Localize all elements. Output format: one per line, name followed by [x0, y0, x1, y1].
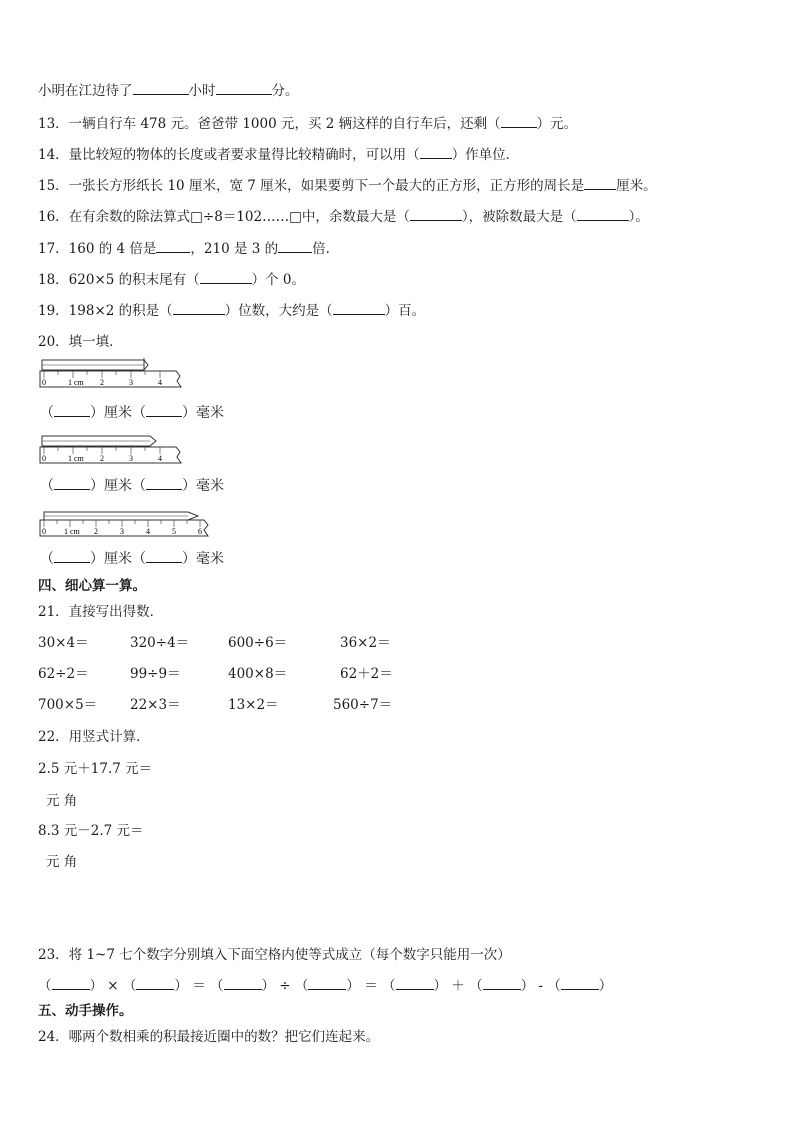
question-13: 13．一辆自行车 478 元。爸爸带 1000 元，买 2 辆这样的自行车后，还剩（ ）元。 [38, 116, 578, 132]
question-22-unit-2: 元 角 [46, 854, 78, 870]
blank[interactable] [156, 240, 190, 253]
calc-item: 22×3＝ [130, 697, 181, 713]
ruler-answer-2: （ ）厘米（ ）毫米 [40, 478, 224, 494]
blank[interactable] [133, 82, 189, 95]
ruler-label-1cm: 1 cm [68, 378, 84, 387]
blank[interactable] [396, 977, 434, 990]
ruler-label-4: 4 [146, 527, 150, 536]
blank[interactable] [308, 977, 346, 990]
question-14: 14．量比较短的物体的长度或者要求量得比较精确时，可以用（ ）作单位． [38, 147, 520, 163]
ruler-label-1cm: 1 cm [68, 454, 84, 463]
blank[interactable] [577, 208, 629, 221]
blank[interactable] [278, 240, 312, 253]
calc-item: 13×2＝ [228, 697, 279, 713]
question-21-title: 21．直接写出得数． [38, 604, 164, 620]
ruler-label-3: 3 [129, 378, 133, 387]
calc-item: 600÷6＝ [228, 635, 288, 651]
calc-item: 62÷2＝ [38, 666, 89, 682]
blank[interactable] [216, 82, 272, 95]
blank[interactable] [420, 146, 452, 159]
blank[interactable] [410, 208, 462, 221]
blank[interactable] [173, 302, 225, 315]
blank[interactable] [136, 977, 174, 990]
question-23-equation: （ ） × （ ） ＝ （ ） ÷ （ ） ＝ （ ） ＋ （ ） - （ ） [38, 978, 613, 994]
calc-item: 700×5＝ [38, 697, 98, 713]
section-4-heading: 四、细心算一算。 [38, 578, 146, 594]
blank[interactable] [224, 977, 262, 990]
blank[interactable] [200, 271, 252, 284]
question-20-title: 20．填一填． [38, 334, 123, 350]
question-17: 17．160 的 4 倍是 ，210 是 3 的 倍． [38, 241, 340, 257]
ruler-image-2 [38, 432, 184, 468]
calc-item: 400×8＝ [228, 666, 288, 682]
ruler-label-4: 4 [158, 378, 162, 387]
section-5-heading: 五、动手操作。 [38, 1003, 133, 1019]
ruler-label-5: 5 [172, 527, 176, 536]
question-16: 16．在有余数的除法算式□÷8＝102……□中，余数最大是（ ），被除数最大是（ ）。 [38, 209, 649, 225]
question-19: 19．198×2 的积是（ ）位数，大约是（ ）百。 [38, 303, 426, 319]
question-22-expr-1: 2.5 元＋17.7 元＝ [38, 761, 153, 777]
ruler-label-0: 0 [42, 527, 46, 536]
blank[interactable] [52, 977, 90, 990]
calc-item: 560÷7＝ [333, 697, 393, 713]
blank-mm[interactable] [146, 550, 182, 563]
blank[interactable] [584, 177, 616, 190]
question-12-tail: 小明在江边待了 小时 分。 [38, 83, 299, 99]
ruler-label-4: 4 [158, 454, 162, 463]
calc-item: 62＋2＝ [340, 666, 393, 682]
question-24-title: 24．哪两个数相乘的积最接近圈中的数？把它们连起来。 [38, 1029, 380, 1045]
blank[interactable] [501, 115, 537, 128]
ruler-label-6: 6 [198, 527, 202, 536]
blank-cm[interactable] [54, 477, 90, 490]
blank-mm[interactable] [146, 404, 182, 417]
question-23-title: 23．将 1~7 七个数字分别填入下面空格内使等式成立（每个数字只能用一次） [38, 947, 511, 963]
blank[interactable] [483, 977, 521, 990]
ruler-label-2: 2 [94, 527, 98, 536]
ruler-label-3: 3 [120, 527, 124, 536]
question-22-title: 22．用竖式计算． [38, 729, 150, 745]
question-18: 18．620×5 的积末尾有（ ）个 0。 [38, 272, 306, 288]
blank-cm[interactable] [54, 404, 90, 417]
question-15: 15．一张长方形纸长 10 厘米，宽 7 厘米，如果要剪下一个最大的正方形，正方形的周长是 厘米。 [38, 178, 657, 194]
calc-item: 36×2＝ [340, 635, 391, 651]
ruler-answer-1: （ ）厘米（ ）毫米 [40, 405, 224, 421]
blank-cm[interactable] [54, 550, 90, 563]
calc-item: 99÷9＝ [130, 666, 181, 682]
ruler-label-3: 3 [129, 454, 133, 463]
ruler-label-2: 2 [100, 454, 104, 463]
ruler-label-2: 2 [100, 378, 104, 387]
blank[interactable] [333, 302, 385, 315]
blank[interactable] [561, 977, 599, 990]
ruler-label-0: 0 [42, 378, 46, 387]
question-22-expr-2: 8.3 元－2.7 元＝ [38, 823, 144, 839]
ruler-label-1cm: 1 cm [64, 527, 80, 536]
ruler-answer-3: （ ）厘米（ ）毫米 [40, 551, 224, 567]
blank-mm[interactable] [146, 477, 182, 490]
calc-item: 320÷4＝ [130, 635, 190, 651]
question-22-unit-1: 元 角 [46, 793, 78, 809]
ruler-image-3 [38, 505, 210, 541]
ruler-label-0: 0 [42, 454, 46, 463]
calc-item: 30×4＝ [38, 635, 89, 651]
ruler-image-1 [38, 358, 184, 394]
